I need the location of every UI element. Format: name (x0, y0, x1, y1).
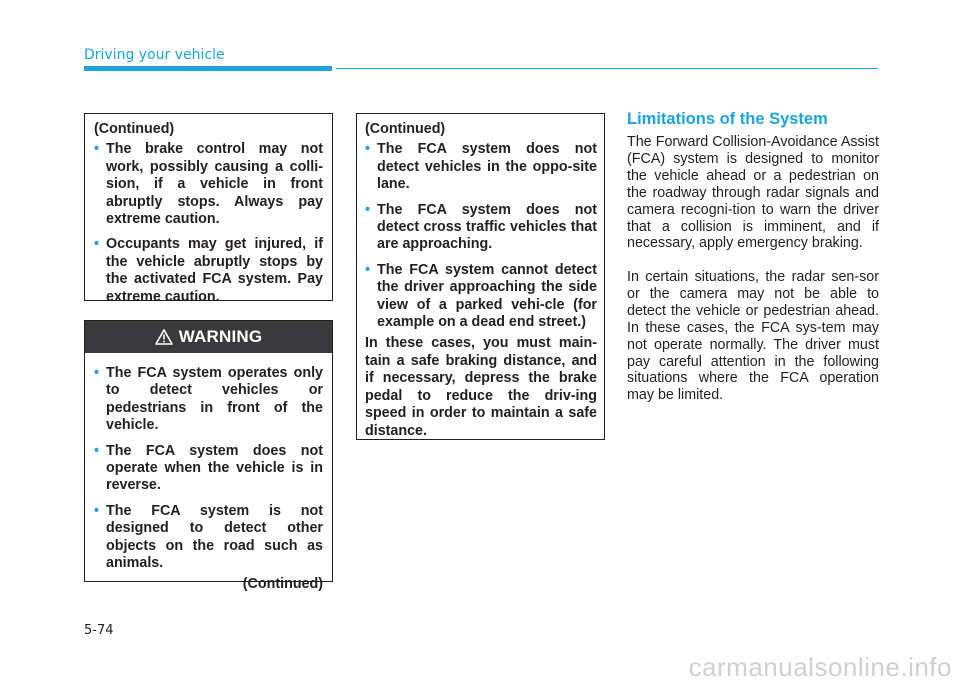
bullet-text: The FCA system cannot detect the driver approaching the side view of a parked vehi-cle (for example on a dead end street.) (377, 261, 597, 331)
warning-box (84, 320, 333, 593)
header-accent-bar (84, 66, 332, 71)
bullet-dot-icon: • (365, 261, 371, 278)
bullet-dot-icon: • (94, 442, 100, 459)
bullet-text: The FCA system does not detect cross traffic vehicles that are approaching. (377, 201, 597, 253)
list-item (94, 141, 323, 228)
bullet-text: The FCA system does not detect vehicles in the oppo-site lane. (377, 141, 597, 193)
bullet-dot-icon: • (365, 201, 371, 218)
bullet-text: The FCA system is not designed to detect other objects on the road such as animals. (106, 502, 323, 572)
caution-continued-box (84, 113, 333, 305)
bullet-dot-icon: • (94, 141, 100, 158)
section-title: Limitations of the System (627, 110, 828, 128)
bullet-dot-icon: • (365, 141, 371, 158)
bullet-dot-icon: • (94, 365, 100, 381)
continued-label: (Continued) (94, 121, 175, 137)
list-item (94, 365, 323, 435)
section-header-title: Driving your vehicle (84, 47, 225, 63)
list-item (365, 202, 597, 254)
warning-continued-bullet-list (365, 141, 597, 331)
body-paragraph: The Forward Collision-Avoidance Assist (FCA) system is designed to monitor the vehicle ahead or a pedestrian on the roadway through radar signals and camera recogni-tion to warn the driver that a collision is imminent, and if necessary, apply emergency braking. (627, 134, 879, 252)
warning-label: WARNING (178, 327, 263, 347)
list-item (94, 503, 323, 573)
bullet-text: The FCA system operates only to detect vehicles or pedestrians in front of the vehicle. (106, 365, 323, 434)
list-item (365, 262, 597, 332)
bullet-text: The FCA system does not operate when the vehicle is in reverse. (106, 442, 323, 494)
caution-bullet-list (94, 141, 323, 306)
watermark: carmanualsonline.info (688, 652, 952, 682)
continued-label: (Continued) (242, 576, 323, 593)
list-item (94, 236, 323, 306)
continued-label: (Continued) (365, 121, 446, 137)
bullet-text: The brake control may not work, possibly causing a colli-sion, if a vehicle in front abruptly stops. Always pay extreme caution. (106, 141, 323, 228)
header-rule (336, 68, 878, 69)
body-paragraph: In certain situations, the radar sen-sor or the camera may not be able to detect the vehicle or pedestrian ahead. In these cases, the FCA sys-tem may not operate normally. The driver must pay careful attention in the following situations where the FCA operation may be limited. (627, 269, 879, 404)
list-item (94, 443, 323, 495)
bullet-text: Occupants may get injured, if the vehicle abruptly stops by the activated FCA system. Pay extreme caution. (106, 236, 323, 305)
warning-bullet-list (94, 365, 323, 572)
bullet-dot-icon: • (94, 502, 100, 519)
warning-continued-box (356, 113, 605, 440)
list-item (365, 141, 597, 193)
warning-paragraph: In these cases, you must main-tain a safe braking distance, and if necessary, depress the brake pedal to reduce the driv-ing speed in order to maintain a safe distance. (365, 335, 597, 439)
page-number: 5-74 (84, 623, 114, 638)
warning-header (85, 321, 332, 353)
warning-triangle-icon (155, 329, 173, 345)
bullet-dot-icon: • (94, 236, 100, 253)
